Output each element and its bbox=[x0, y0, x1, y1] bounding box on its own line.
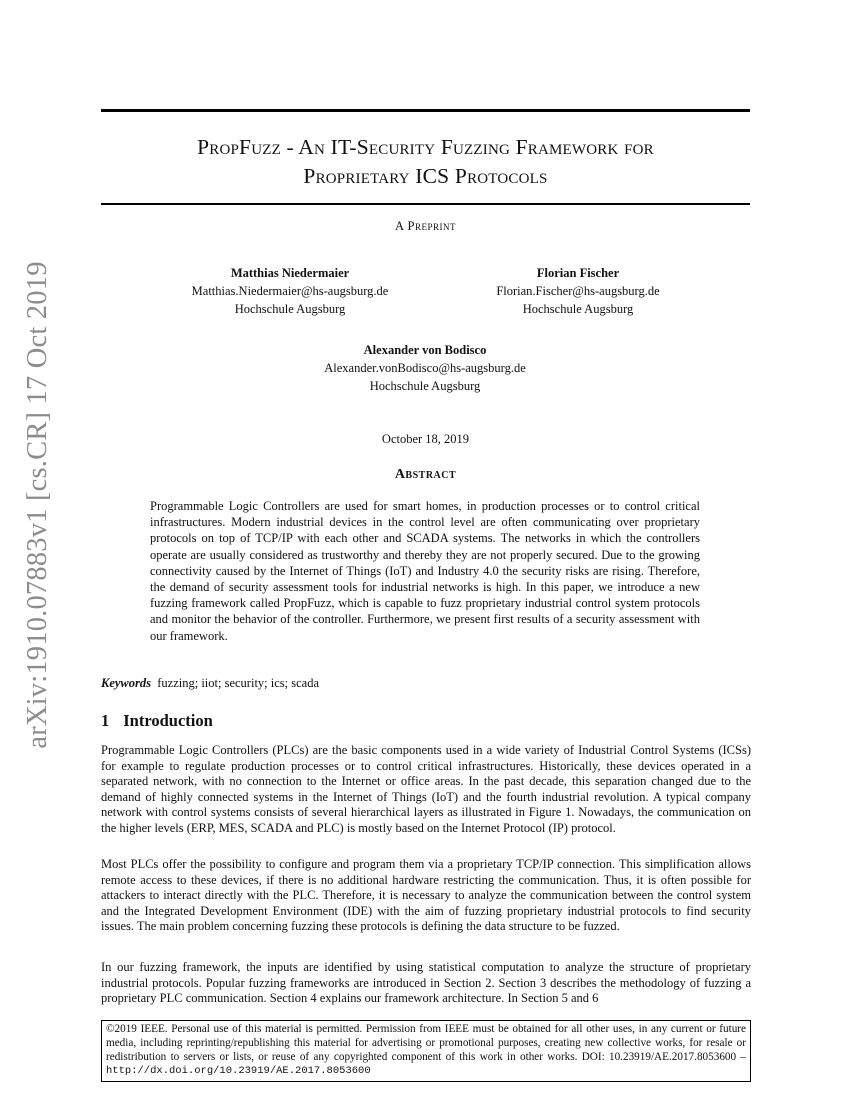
intro-paragraph-1: Programmable Logic Controllers (PLCs) are the basic components used in a wide variety of Industrial Control Systems (ICSs) for example to regulate production processes or to control critical infrastructures. Historically, these devices operated in a separated network, with no connection to the Internet or office areas. In the past decade, this separation changed due to the demand of highly connected systems in the Internet of Things (IoT) and the fourth industrial revolution. A typical company network with control systems consists of several hierarchical layers as illustrated in Figure 1. Nowadays, the communication on the higher levels (ERP, MES, SCADA and PLC) is mostly based on the Internet Protocol (IP) protocol. bbox=[101, 743, 751, 835]
section-heading bbox=[101, 711, 213, 731]
title-line-1: PropFuzz - An IT-Security Fuzzing Framework for bbox=[197, 135, 654, 159]
section-title: Introduction bbox=[123, 711, 213, 730]
author-name: Alexander von Bodisco bbox=[363, 343, 487, 357]
author-block-3 bbox=[275, 341, 575, 395]
author-email: Matthias.Niedermaier@hs-augsburg.de bbox=[191, 284, 389, 298]
title-top-rule bbox=[101, 109, 750, 112]
keywords-text: fuzzing; iiot; security; ics; scada bbox=[157, 676, 320, 690]
keywords bbox=[101, 676, 319, 691]
author-affiliation: Hochschule Augsburg bbox=[369, 379, 481, 393]
title-line-2: Proprietary ICS Protocols bbox=[303, 164, 548, 188]
author-name: Florian Fischer bbox=[536, 266, 620, 280]
author-block-2 bbox=[438, 264, 718, 318]
title-bottom-rule bbox=[101, 203, 750, 205]
section-number: 1 bbox=[101, 711, 110, 730]
intro-paragraph-2: Most PLCs offer the possibility to configure and program them via a proprietary TCP/IP connection. This simplification allows remote access to these devices, if there is no additional hardware restricting the communication. Thus, it is often possible for attackers to interact directly with the PLC. Therefore, it is necessary to analyze the communication between the control system and the Integrated Development Environment (IDE) with the aim of fuzzing proprietary industrial protocols to find security issues. The main problem concerning fuzzing these protocols is defining the data structure to be fuzzed. bbox=[101, 857, 751, 933]
arxiv-identifier-text: arXiv:1910.07883v1 [cs.CR] 17 Oct 2019 bbox=[22, 261, 53, 749]
paper-title bbox=[101, 133, 750, 191]
author-block-1 bbox=[150, 264, 430, 318]
author-affiliation: Hochschule Augsburg bbox=[522, 302, 634, 316]
preprint-label: A Preprint bbox=[395, 219, 456, 233]
doi-link[interactable]: http://dx.doi.org/10.23919/AE.2017.8053600 bbox=[106, 1065, 371, 1078]
copyright-symbol: © bbox=[106, 1023, 115, 1035]
abstract-text: Programmable Logic Controllers are used for smart homes, in production processes or to control critical infrastructures. Modern industrial devices in the control level are often communicating over proprietary protocols on top of TCP/IP with each other and SCADA systems. The networks in which the controllers operate are usually considered as trustworthy and thereby they are not properly secured. Due to the growing connectivity caused by the Internet of Things (IoT) and Industry 4.0 the security risks are rising. Therefore, the demand of security assessment tools for industrial networks is high. In this paper, we introduce a new fuzzing framework called PropFuzz, which is capable to fuzz proprietary industrial control system protocols and monitor the behavior of the controller. Furthermore, we present first results of a security assessment with our framework. bbox=[150, 499, 700, 643]
author-email: Alexander.vonBodisco@hs-augsburg.de bbox=[324, 361, 526, 375]
publication-date: October 18, 2019 bbox=[381, 432, 470, 446]
author-affiliation: Hochschule Augsburg bbox=[234, 302, 346, 316]
intro-paragraph-3: In our fuzzing framework, the inputs are identified by using statistical computation to analyze the structure of proprietary industrial protocols. Popular fuzzing frameworks are introduced in Section 2. Section 3 describes the methodology of fuzzing a proprietary PLC communication. Section 4 explains our framework architecture. In Section 5 and 6 bbox=[101, 960, 751, 1005]
abstract-heading: Abstract bbox=[394, 467, 457, 482]
keywords-label: Keywords bbox=[101, 676, 151, 690]
copyright-notice bbox=[101, 1020, 751, 1082]
copyright-text: 2019 IEEE. Personal use of this material is permitted. Permission from IEEE must be obtained for all other uses, in any current or future media, including reprinting/republishing this material for advertising or promotional purposes, creating new collective works, for resale or redistribution to servers or lists, or reuse of any copyrighted component of this work in other works. DOI: 10.23919/AE.2017.8053600 – bbox=[106, 1023, 746, 1063]
author-email: Florian.Fischer@hs-augsburg.de bbox=[496, 284, 660, 298]
author-name: Matthias Niedermaier bbox=[230, 266, 350, 280]
